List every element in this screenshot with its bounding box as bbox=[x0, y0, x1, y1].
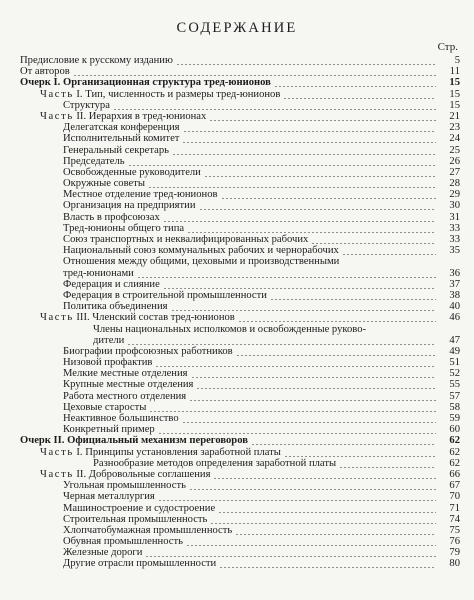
toc-page-number: 60 bbox=[449, 424, 460, 436]
toc-entry-text: Конкретный пример bbox=[63, 424, 155, 436]
dot-leader bbox=[196, 379, 436, 390]
dot-leader bbox=[158, 491, 436, 502]
toc-page-number: 15 bbox=[449, 77, 460, 89]
toc-entry-title bbox=[20, 77, 271, 88]
toc-page-number: 67 bbox=[449, 480, 460, 492]
toc-page-number: 33 bbox=[449, 222, 460, 234]
dot-leader bbox=[218, 503, 436, 514]
toc-entry bbox=[0, 558, 474, 569]
toc-entry-text: Железные дороги bbox=[63, 547, 143, 559]
dot-leader bbox=[199, 200, 436, 211]
toc-entry-title bbox=[20, 66, 70, 77]
toc-entry-text: Низовой профактив bbox=[63, 357, 153, 369]
toc-entry bbox=[0, 324, 474, 335]
toc-entry-title bbox=[63, 379, 193, 390]
toc-entry-text: Тред-юнионы общего типа bbox=[63, 222, 185, 234]
toc-entry bbox=[0, 256, 474, 267]
toc-entry-text: Окружные советы bbox=[63, 178, 145, 190]
toc-entry bbox=[0, 223, 474, 234]
dot-leader bbox=[270, 290, 436, 301]
toc-entry-title bbox=[40, 312, 235, 323]
toc-part-prefix: Часть bbox=[40, 110, 74, 122]
toc-page-number: 21 bbox=[449, 110, 460, 122]
toc-page-number: 5 bbox=[454, 55, 460, 66]
toc-entry-text: Федерация и слияние bbox=[63, 278, 160, 290]
toc-entry bbox=[0, 368, 474, 379]
toc-entry-title bbox=[63, 223, 184, 234]
toc-entry bbox=[0, 279, 474, 290]
toc-entry-title bbox=[63, 368, 188, 379]
toc-entry-title bbox=[63, 491, 155, 502]
toc-part-heading bbox=[0, 312, 474, 323]
toc-page-number: 58 bbox=[449, 401, 460, 413]
toc-entry-title bbox=[63, 424, 155, 435]
toc-page-number: 37 bbox=[449, 278, 460, 290]
toc-entry-text: Угольная промышленность bbox=[63, 480, 186, 492]
toc-entry-text: Обувная промышленность bbox=[63, 536, 183, 548]
toc-part-heading bbox=[0, 111, 474, 122]
table-of-contents bbox=[0, 55, 474, 570]
toc-entry bbox=[0, 200, 474, 211]
dot-leader bbox=[148, 178, 436, 189]
dot-leader bbox=[163, 212, 436, 223]
toc-entry-title bbox=[63, 301, 168, 312]
dot-leader bbox=[149, 402, 436, 413]
toc-entry-text: Генеральный секретарь bbox=[63, 144, 169, 156]
toc-entry-text: Очерк I. Организационная структура тред-юнионов bbox=[20, 77, 271, 89]
toc-entry-title bbox=[63, 413, 179, 424]
toc-page-number: 35 bbox=[449, 245, 460, 257]
toc-page-number: 74 bbox=[449, 513, 460, 525]
toc-entry bbox=[0, 122, 474, 133]
dot-leader bbox=[127, 335, 436, 346]
toc-page-number: 11 bbox=[449, 66, 460, 78]
toc-page-number: 38 bbox=[449, 289, 460, 301]
toc-entry-text: Строительная промышленность bbox=[63, 513, 208, 525]
toc-entry-text: Неактивное большинство bbox=[63, 413, 179, 424]
toc-entry-text: Национальный союз коммунальных рабочих и чернорабочих bbox=[63, 245, 339, 257]
toc-entry-title bbox=[63, 290, 267, 301]
dot-leader bbox=[235, 525, 436, 536]
toc-entry-text: I. Принципы установления заработной платы bbox=[76, 446, 281, 458]
dot-leader bbox=[209, 111, 436, 122]
toc-entry-title bbox=[63, 346, 233, 357]
toc-entry-title bbox=[63, 100, 110, 111]
toc-entry bbox=[0, 379, 474, 390]
toc-page-number: 23 bbox=[449, 122, 460, 134]
toc-entry bbox=[0, 100, 474, 111]
toc-entry-text: Председатель bbox=[63, 155, 125, 167]
toc-entry bbox=[0, 480, 474, 491]
toc-entry-title bbox=[63, 234, 308, 245]
toc-entry-title bbox=[63, 503, 215, 514]
toc-entry-title bbox=[63, 212, 160, 223]
toc-page-number: 27 bbox=[449, 166, 460, 178]
toc-page-number: 76 bbox=[449, 536, 460, 548]
toc-page-number: 66 bbox=[449, 468, 460, 480]
dot-leader bbox=[176, 55, 436, 66]
toc-entry-text: Крупные местные отделения bbox=[63, 379, 194, 391]
toc-entry-text: Черная металлургия bbox=[63, 491, 155, 503]
toc-entry bbox=[0, 491, 474, 502]
toc-entry-text: Освобожденные руководители bbox=[63, 166, 201, 178]
toc-page-number: 33 bbox=[449, 234, 460, 245]
toc-page-number: 47 bbox=[449, 334, 460, 346]
toc-part-prefix: Часть bbox=[40, 446, 74, 458]
toc-entry-text: Структура bbox=[63, 99, 110, 111]
dot-leader bbox=[189, 391, 436, 402]
toc-entry-text: Делегатская конференция bbox=[63, 122, 180, 134]
toc-page-number: 15 bbox=[449, 88, 460, 100]
toc-entry-title bbox=[63, 268, 134, 279]
toc-entry-text: Разнообразие методов определения заработной платы bbox=[93, 457, 337, 469]
toc-entry bbox=[0, 178, 474, 189]
page-title: СОДЕРЖАНИЕ bbox=[176, 20, 298, 36]
toc-page-number: 46 bbox=[449, 312, 460, 324]
dot-leader bbox=[186, 536, 436, 547]
toc-entry-title bbox=[63, 156, 125, 167]
dot-leader bbox=[251, 435, 436, 446]
toc-entry bbox=[0, 167, 474, 178]
toc-entry-text: I. Тип, численность и размеры тред-юнионов bbox=[76, 88, 281, 100]
toc-entry bbox=[0, 145, 474, 156]
dot-leader bbox=[187, 223, 436, 234]
dot-leader bbox=[342, 245, 436, 256]
toc-entry bbox=[0, 391, 474, 402]
toc-entry-title bbox=[63, 279, 160, 290]
toc-entry bbox=[0, 503, 474, 514]
toc-entry bbox=[0, 536, 474, 547]
toc-entry-text: Машиностроение и судостроение bbox=[63, 502, 216, 514]
toc-page-number: 75 bbox=[449, 524, 460, 536]
dot-leader bbox=[274, 77, 436, 88]
toc-part-prefix: Часть bbox=[40, 468, 74, 480]
toc-entry-title bbox=[63, 391, 186, 402]
toc-entry bbox=[0, 268, 474, 279]
toc-entry bbox=[0, 525, 474, 536]
toc-entry bbox=[0, 212, 474, 223]
toc-entry-text: Отношения между общими, цеховыми и производственными bbox=[63, 256, 340, 268]
toc-page-number: 26 bbox=[449, 155, 460, 167]
toc-entry-text: Федерация в строительной промышленности bbox=[63, 289, 267, 301]
dot-leader bbox=[182, 413, 436, 424]
toc-entry-title bbox=[40, 447, 281, 458]
toc-entry bbox=[0, 424, 474, 435]
toc-entry-text: Исполнительный комитет bbox=[63, 133, 180, 145]
toc-page-number: 31 bbox=[449, 211, 460, 223]
dot-leader bbox=[113, 100, 436, 111]
toc-entry bbox=[0, 189, 474, 200]
toc-page-number: 62 bbox=[449, 446, 460, 458]
dot-leader bbox=[172, 145, 436, 156]
toc-entry-text: Хлопчатобумажная промышленность bbox=[63, 524, 233, 536]
toc-entry-text: Союз транспортных и неквалифицированных рабочих bbox=[63, 234, 309, 245]
toc-entry-text: III. Членский состав тред-юнионов bbox=[76, 312, 235, 324]
toc-entry-title bbox=[63, 133, 179, 144]
dot-leader bbox=[145, 547, 436, 558]
toc-entry-text: Члены национальных исполкомов и освобожденные руково- bbox=[93, 323, 367, 335]
toc-entry-title bbox=[20, 55, 173, 66]
dot-leader bbox=[213, 469, 436, 480]
toc-entry bbox=[0, 335, 474, 346]
toc-entry-text: Очерк II. Официальный механизм переговоров bbox=[20, 435, 248, 447]
toc-entry-title bbox=[63, 558, 216, 569]
toc-page-number: 62 bbox=[449, 435, 460, 447]
toc-entry-text: Местное отделение тред-юнионов bbox=[63, 189, 218, 201]
toc-entry-text: Политика объединения bbox=[63, 301, 168, 313]
dot-leader bbox=[238, 312, 436, 323]
toc-page-number: 49 bbox=[449, 345, 460, 357]
toc-entry-text: тред-юнионами bbox=[63, 267, 134, 279]
dot-leader bbox=[163, 279, 436, 290]
toc-entry-title bbox=[63, 357, 152, 368]
dot-leader bbox=[236, 346, 436, 357]
toc-entry-text: Работа местного отделения bbox=[63, 390, 187, 402]
toc-page-number: 62 bbox=[449, 457, 460, 469]
toc-page-number: 59 bbox=[449, 413, 460, 424]
toc-page-number: 24 bbox=[449, 133, 460, 145]
dot-leader bbox=[128, 156, 436, 167]
toc-entry-title bbox=[63, 480, 186, 491]
toc-entry bbox=[0, 357, 474, 368]
toc-entry bbox=[0, 156, 474, 167]
toc-entry-text: Биографии профсоюзных работников bbox=[63, 345, 233, 357]
toc-entry bbox=[0, 547, 474, 558]
toc-page-number: 40 bbox=[449, 301, 460, 313]
dot-leader bbox=[182, 133, 436, 144]
dot-leader bbox=[311, 234, 436, 245]
toc-entry bbox=[0, 133, 474, 144]
toc-entry-title bbox=[63, 525, 232, 536]
dot-leader bbox=[204, 167, 436, 178]
toc-entry-text: Власть в профсоюзах bbox=[63, 211, 160, 223]
dot-leader bbox=[73, 66, 436, 77]
toc-entry-text: Организация на предприятии bbox=[63, 200, 196, 212]
toc-entry-title bbox=[93, 335, 124, 346]
toc-part-prefix: Часть bbox=[40, 88, 74, 100]
toc-page-number: 30 bbox=[449, 200, 460, 212]
toc-entry-title bbox=[63, 245, 339, 256]
dot-leader bbox=[191, 368, 436, 379]
toc-entry bbox=[0, 402, 474, 413]
toc-page-number: 51 bbox=[449, 357, 460, 369]
toc-entry-text: Другие отрасли промышленности bbox=[63, 558, 217, 570]
dot-leader bbox=[171, 301, 436, 312]
toc-entry-title bbox=[63, 514, 207, 525]
toc-page-number: 55 bbox=[449, 379, 460, 391]
toc-entry-text: Предисловие к русскому изданию bbox=[20, 55, 173, 66]
toc-entry-title bbox=[63, 536, 183, 547]
toc-page-number: 57 bbox=[449, 390, 460, 402]
dot-leader bbox=[221, 189, 436, 200]
toc-page-number: 71 bbox=[449, 502, 460, 514]
toc-entry-title bbox=[63, 189, 218, 200]
dot-leader bbox=[155, 357, 436, 368]
toc-entry-title bbox=[63, 122, 180, 133]
dot-leader bbox=[137, 268, 436, 279]
toc-entry bbox=[0, 245, 474, 256]
toc-page-number: 36 bbox=[449, 267, 460, 279]
toc-page-number: 79 bbox=[449, 547, 460, 559]
dot-leader bbox=[219, 558, 436, 569]
toc-entry-title bbox=[63, 402, 146, 413]
toc-entry-title bbox=[40, 469, 210, 480]
toc-entry-title bbox=[93, 458, 336, 469]
toc-part-heading bbox=[0, 89, 474, 100]
toc-entry-text: II. Добровольные соглашения bbox=[76, 468, 211, 480]
toc-entry-text: дители bbox=[93, 334, 125, 346]
toc-entry bbox=[0, 55, 474, 66]
toc-entry-text: От авторов bbox=[20, 66, 70, 78]
toc-entry-title bbox=[40, 89, 280, 100]
dot-leader bbox=[158, 424, 436, 435]
toc-entry bbox=[0, 458, 474, 469]
dot-leader bbox=[283, 89, 436, 100]
toc-essay-heading bbox=[0, 435, 474, 446]
toc-page-number: 28 bbox=[449, 178, 460, 190]
toc-entry-title bbox=[63, 178, 145, 189]
toc-entry-title bbox=[20, 435, 248, 446]
toc-entry bbox=[0, 234, 474, 245]
toc-page-number: 52 bbox=[449, 368, 460, 380]
dot-leader bbox=[183, 122, 436, 133]
toc-entry bbox=[0, 66, 474, 77]
toc-page-number: 80 bbox=[449, 558, 460, 570]
toc-essay-heading bbox=[0, 77, 474, 88]
dot-leader bbox=[284, 447, 436, 458]
toc-entry-title bbox=[63, 547, 142, 558]
page-column-label: Стр. bbox=[437, 41, 458, 53]
toc-entry bbox=[0, 346, 474, 357]
toc-part-heading bbox=[0, 469, 474, 480]
toc-entry bbox=[0, 514, 474, 525]
toc-entry bbox=[0, 413, 474, 424]
toc-entry-text: Цеховые старосты bbox=[63, 401, 147, 413]
toc-part-heading bbox=[0, 447, 474, 458]
toc-page-number: 15 bbox=[449, 99, 460, 111]
toc-entry-text: Мелкие местные отделения bbox=[63, 368, 188, 380]
toc-entry-title bbox=[63, 256, 339, 267]
toc-page-number: 25 bbox=[449, 144, 460, 156]
dot-leader bbox=[189, 480, 436, 491]
dot-leader bbox=[339, 458, 436, 469]
toc-entry-title bbox=[63, 167, 201, 178]
toc-entry-text: II. Иерархия в тред-юнионах bbox=[76, 110, 207, 122]
toc-entry-title bbox=[63, 200, 196, 211]
dot-leader bbox=[210, 514, 436, 525]
toc-entry-title bbox=[40, 111, 206, 122]
toc-page-number: 70 bbox=[449, 491, 460, 503]
toc-entry-title bbox=[93, 324, 366, 335]
toc-entry-title bbox=[63, 145, 169, 156]
toc-page-number: 29 bbox=[449, 189, 460, 201]
toc-entry bbox=[0, 301, 474, 312]
toc-part-prefix: Часть bbox=[40, 312, 74, 324]
toc-entry bbox=[0, 290, 474, 301]
